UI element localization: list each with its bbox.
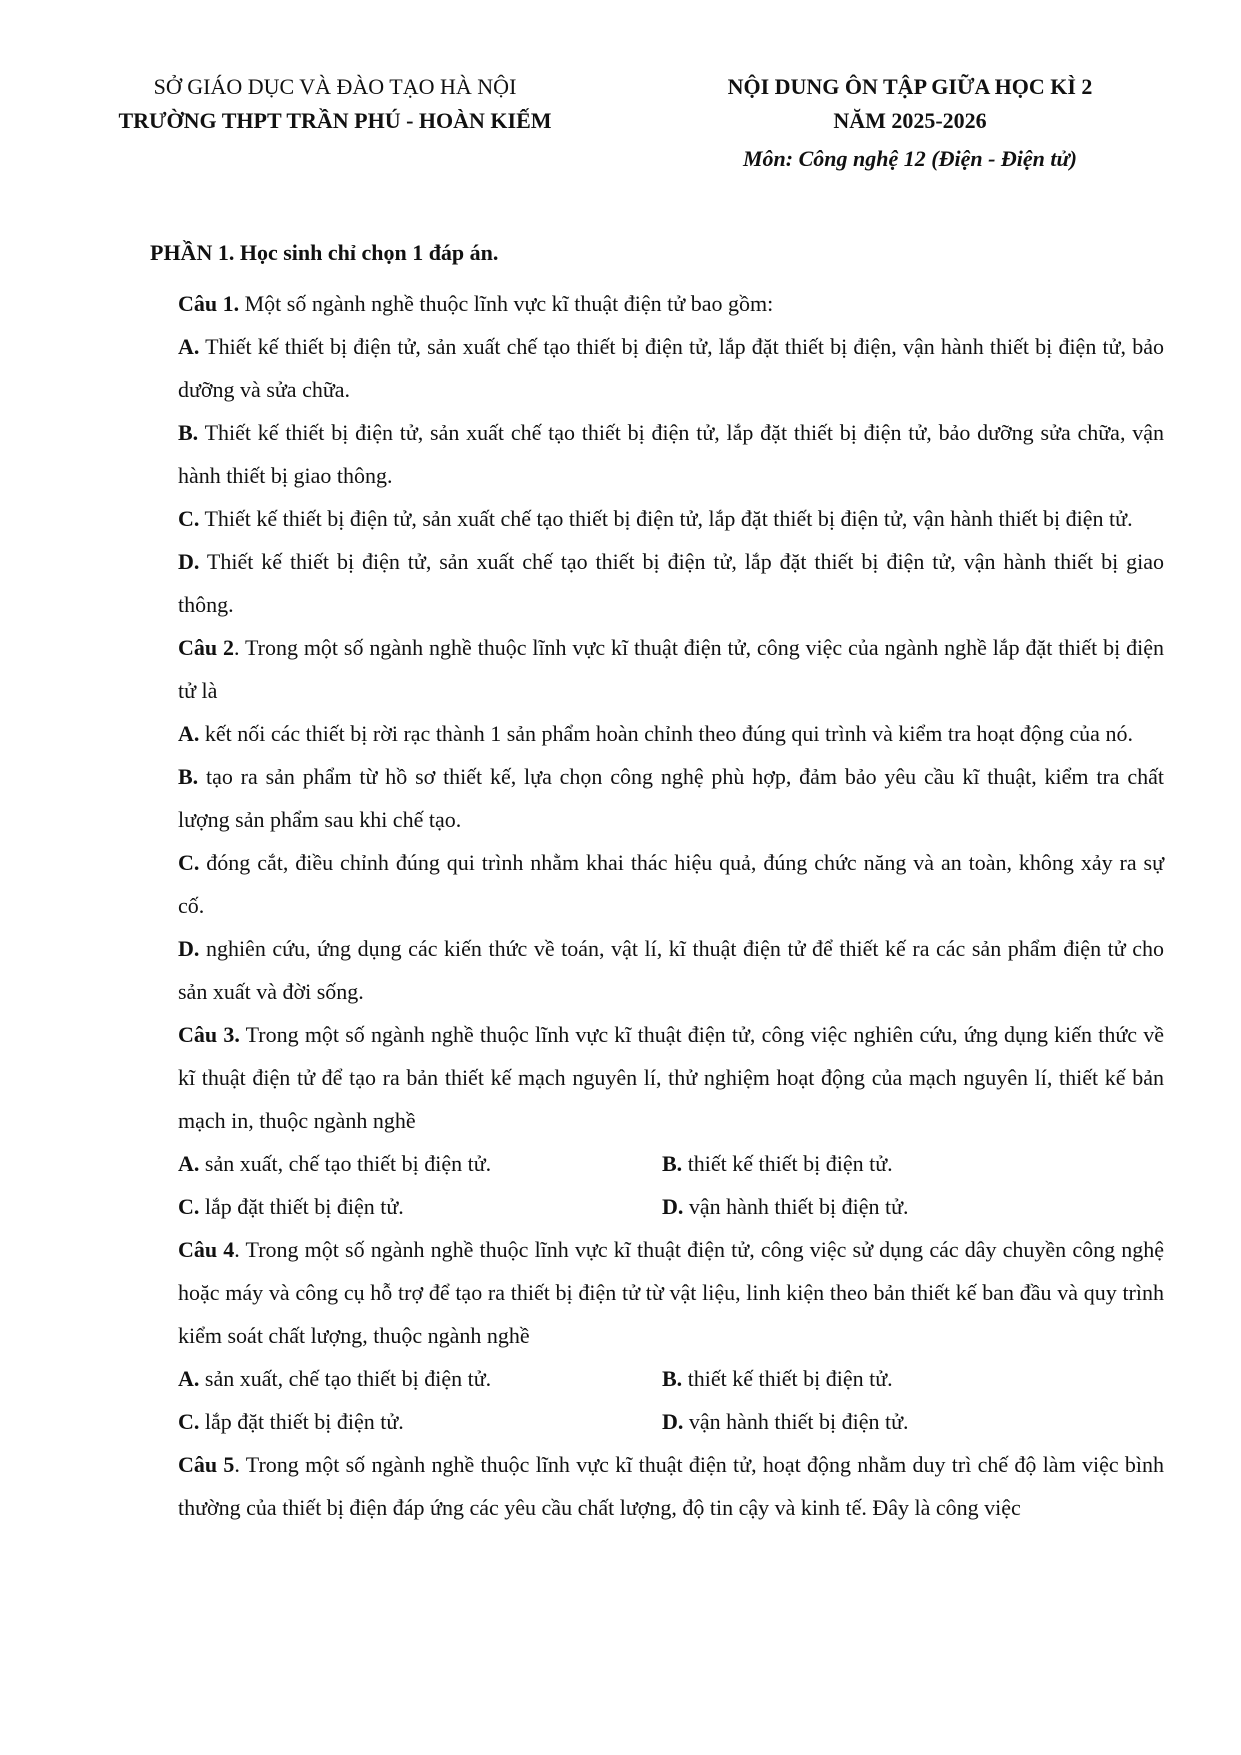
q3-option-b [662, 1142, 1146, 1185]
option-key: B. [662, 1151, 683, 1176]
option-text: thiết kế thiết bị điện tử. [682, 1366, 893, 1391]
option-text: lắp đặt thiết bị điện tử. [199, 1194, 404, 1219]
option-text: tạo ra sản phẩm từ hồ sơ thiết kế, lựa chọn công nghệ phù hợp, đảm bảo yêu cầu kĩ thuật, kiểm tra chất lượng sản phẩm sau khi chế tạo. [178, 764, 1164, 832]
q4-options-row-2 [178, 1400, 1164, 1443]
option-text: sản xuất, chế tạo thiết bị điện tử. [199, 1151, 492, 1176]
q3-option-c [178, 1185, 662, 1228]
option-key: A. [178, 721, 200, 746]
option-text: Thiết kế thiết bị điện tử, sản xuất chế tạo thiết bị điện tử, lắp đặt thiết bị điện tử, bảo dưỡng sửa chữa, vận hành thiết bị giao thông. [178, 420, 1164, 488]
question-4 [178, 1228, 1164, 1357]
option-key: D. [662, 1409, 684, 1434]
option-key: D. [178, 936, 200, 961]
option-text: Thiết kế thiết bị điện tử, sản xuất chế tạo thiết bị điện tử, lắp đặt thiết bị điện tử, vận hành thiết bị điện tử. [199, 506, 1133, 531]
question-text: Trong một số ngành nghề thuộc lĩnh vực kĩ thuật điện tử, công việc nghiên cứu, ứng dụng kiến thức về kĩ thuật điện tử để tạo ra bản thiết kế mạch nguyên lí, thử nghiệm hoạt động của mạch nguyên lí, thiết kế bản mạch in, thuộc ngành nghề [178, 1022, 1164, 1133]
option-key: C. [178, 506, 200, 531]
q3-options-row-2 [178, 1185, 1164, 1228]
question-3 [178, 1013, 1164, 1142]
question-label: Câu 2 [178, 635, 234, 660]
document-title: NỘI DUNG ÔN TẬP GIỮA HỌC KÌ 2 [727, 74, 1093, 99]
question-label: Câu 3. [178, 1022, 240, 1047]
question-label: Câu 5 [178, 1452, 235, 1477]
q3-option-a [178, 1142, 662, 1185]
option-key: D. [178, 549, 200, 574]
q3-option-d [662, 1185, 1146, 1228]
q3-options-row-1 [178, 1142, 1164, 1185]
q2-option-b [178, 755, 1164, 841]
option-text: vận hành thiết bị điện tử. [683, 1409, 909, 1434]
q1-option-b [178, 411, 1164, 497]
option-text: đóng cắt, điều chỉnh đúng qui trình nhằm khai thác hiệu quả, đúng chức năng và an toàn, không xảy ra sự cố. [178, 850, 1164, 918]
q4-option-a [178, 1357, 662, 1400]
option-key: C. [178, 850, 200, 875]
question-label: Câu 1. [178, 291, 240, 316]
option-text: kết nối các thiết bị rời rạc thành 1 sản phẩm hoàn chỉnh theo đúng qui trình và kiểm tra hoạt động của nó. [199, 721, 1133, 746]
option-key: B. [662, 1366, 683, 1391]
part-1-title: PHẦN 1. Học sinh chỉ chọn 1 đáp án. [150, 240, 499, 265]
subject-line: Môn: Công nghệ 12 (Điện - Điện tử) [742, 146, 1078, 171]
q4-option-d [662, 1400, 1146, 1443]
department-name: SỞ GIÁO DỤC VÀ ĐÀO TẠO HÀ NỘI [153, 74, 517, 99]
q4-option-c [178, 1400, 662, 1443]
option-key: C. [178, 1409, 200, 1434]
option-text: nghiên cứu, ứng dụng các kiến thức về toán, vật lí, kĩ thuật điện tử để thiết kế ra các sản phẩm điện tử cho sản xuất và đời sống. [178, 936, 1164, 1004]
option-text: vận hành thiết bị điện tử. [683, 1194, 909, 1219]
question-2 [178, 626, 1164, 712]
option-key: A. [178, 1151, 200, 1176]
questions-content [178, 282, 1164, 1529]
option-key: B. [178, 420, 199, 445]
option-text: Thiết kế thiết bị điện tử, sản xuất chế tạo thiết bị điện tử, lắp đặt thiết bị điện, vận hành thiết bị điện tử, bảo dưỡng và sửa chữa. [178, 334, 1164, 402]
question-text: . Trong một số ngành nghề thuộc lĩnh vực kĩ thuật điện tử, hoạt động nhằm duy trì chế độ làm việc bình thường của thiết bị điện đáp ứng các yêu cầu chất lượng, độ tin cậy và kinh tế. Đây là công việc [178, 1452, 1165, 1520]
school-year: NĂM 2025-2026 [833, 108, 987, 133]
header-right [660, 70, 1160, 180]
option-key: C. [178, 1194, 200, 1219]
q2-option-d [178, 927, 1164, 1013]
option-key: D. [662, 1194, 684, 1219]
question-text: . Trong một số ngành nghề thuộc lĩnh vực kĩ thuật điện tử, công việc sử dụng các dây chuyền công nghệ hoặc máy và công cụ hỗ trợ để tạo ra thiết bị điện tử từ vật liệu, linh kiện theo bản thiết kế ban đầu và quy trình kiểm soát chất lượng, thuộc ngành nghề [178, 1237, 1165, 1348]
question-text: . Trong một số ngành nghề thuộc lĩnh vực kĩ thuật điện tử, công việc của ngành nghề lắp đặt thiết bị điện tử là [178, 635, 1165, 703]
option-key: A. [178, 334, 200, 359]
option-key: B. [178, 764, 199, 789]
q4-option-b [662, 1357, 1146, 1400]
q2-option-c [178, 841, 1164, 927]
header-left [90, 70, 580, 138]
question-label: Câu 4 [178, 1237, 235, 1262]
q2-option-a [178, 712, 1164, 755]
question-5 [178, 1443, 1164, 1529]
option-key: A. [178, 1366, 200, 1391]
school-name: TRƯỜNG THPT TRẦN PHÚ - HOÀN KIẾM [118, 108, 552, 133]
q4-options-row-1 [178, 1357, 1164, 1400]
q1-option-d [178, 540, 1164, 626]
option-text: sản xuất, chế tạo thiết bị điện tử. [199, 1366, 492, 1391]
q1-option-c [178, 497, 1164, 540]
q1-option-a [178, 325, 1164, 411]
question-text: Một số ngành nghề thuộc lĩnh vực kĩ thuật điện tử bao gồm: [239, 291, 774, 316]
question-1 [178, 282, 1164, 325]
option-text: lắp đặt thiết bị điện tử. [199, 1409, 404, 1434]
option-text: thiết kế thiết bị điện tử. [682, 1151, 893, 1176]
option-text: Thiết kế thiết bị điện tử, sản xuất chế tạo thiết bị điện tử, lắp đặt thiết bị điện tử, vận hành thiết bị giao thông. [178, 549, 1164, 617]
